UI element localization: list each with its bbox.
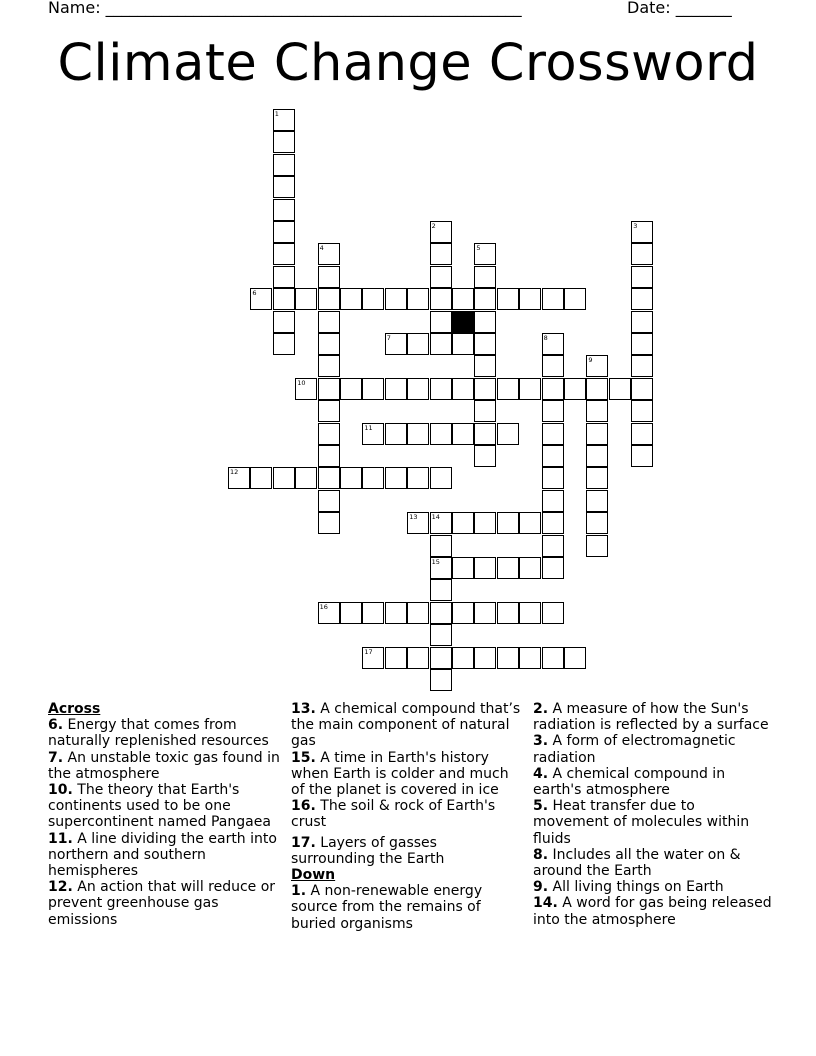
clue-number: 3.	[533, 733, 549, 750]
clue-number: 6.	[48, 717, 64, 734]
crossword-cell[interactable]	[631, 355, 653, 377]
across-heading: Across	[48, 701, 101, 717]
down-heading: Down	[291, 867, 336, 884]
clue-number: 14.	[533, 895, 558, 912]
clue-text: A form of electromagnetic radiation	[533, 733, 736, 766]
cell-number: 8	[543, 334, 548, 342]
crossword-cell[interactable]	[474, 355, 496, 377]
crossword-cell[interactable]	[542, 288, 564, 310]
crossword-cell[interactable]	[318, 423, 340, 445]
clues-column-3	[533, 701, 773, 928]
crossword-cell[interactable]	[407, 288, 429, 310]
crossword-cell[interactable]	[318, 445, 340, 467]
crossword-cell[interactable]	[542, 557, 564, 579]
crossword-cell[interactable]	[474, 311, 496, 333]
cell-number: 1	[274, 110, 279, 118]
clue-number: 17.	[291, 834, 316, 851]
cell-number: 17	[364, 647, 373, 656]
crossword-cell[interactable]	[497, 512, 519, 534]
crossword-cell[interactable]	[318, 400, 340, 422]
crossword-cell[interactable]	[273, 199, 295, 221]
crossword-cell[interactable]	[273, 109, 295, 131]
crossword-cell[interactable]	[474, 602, 496, 624]
clue-number: 13.	[291, 701, 316, 717]
cell-number: 15	[431, 558, 440, 566]
crossword-cell[interactable]	[362, 378, 384, 400]
clue-across-11	[48, 831, 282, 880]
crossword-cell[interactable]	[631, 423, 653, 445]
cell-number: 4	[319, 244, 324, 253]
crossword-cell[interactable]	[318, 355, 340, 377]
crossword-cell[interactable]	[609, 378, 631, 400]
crossword-cell[interactable]	[430, 467, 452, 489]
crossword-cell[interactable]	[564, 378, 586, 400]
crossword-cell[interactable]	[586, 467, 608, 489]
crossword-cell[interactable]	[474, 647, 496, 669]
cell-number: 14	[431, 513, 440, 522]
crossword-cell[interactable]	[340, 467, 362, 489]
crossword-cell[interactable]	[452, 378, 474, 400]
crossword-cell[interactable]	[295, 378, 317, 400]
crossword-cell[interactable]	[474, 243, 496, 265]
crossword-cell[interactable]	[362, 647, 384, 669]
crossword-cell[interactable]	[407, 378, 429, 400]
clue-text: An unstable toxic gas found in the atmosphere	[48, 749, 280, 782]
crossword-cell[interactable]	[474, 423, 496, 445]
crossword-cell[interactable]	[564, 647, 586, 669]
clue-across-16	[291, 798, 525, 830]
crossword-cell[interactable]	[474, 512, 496, 534]
crossword-cell[interactable]	[407, 512, 429, 534]
date-field-label: Date: _______	[627, 0, 732, 17]
clues-column-1	[48, 701, 282, 928]
clue-down-2	[533, 701, 773, 733]
crossword-cell[interactable]	[497, 557, 519, 579]
clue-down-3	[533, 733, 773, 765]
clue-text: A non-renewable energy source from the remains of buried organisms	[291, 883, 483, 932]
cell-number: 13	[409, 513, 418, 522]
clues-column-2	[291, 701, 525, 932]
clue-number: 10.	[48, 782, 73, 799]
crossword-cell[interactable]	[430, 647, 452, 669]
crossword-cell[interactable]	[430, 288, 452, 310]
clue-text: All living things on Earth	[552, 879, 724, 896]
crossword-cell[interactable]	[586, 423, 608, 445]
crossword-cell[interactable]	[497, 423, 519, 445]
clue-text: A word for gas being released into the atmosphere	[533, 895, 772, 928]
clue-down-14	[533, 895, 773, 927]
crossword-cell[interactable]	[452, 557, 474, 579]
cell-number: 9	[588, 356, 593, 365]
crossword-cell[interactable]	[564, 288, 586, 310]
crossword-cell[interactable]	[318, 378, 340, 400]
crossword-cell[interactable]	[407, 333, 429, 355]
cell-number: 12	[230, 468, 239, 477]
crossword-cell[interactable]	[586, 535, 608, 557]
name-field-label: Name: ____________________________________________________	[48, 0, 522, 17]
crossword-cell[interactable]	[474, 333, 496, 355]
clue-text: Energy that comes from naturally replenished resources	[48, 717, 269, 750]
crossword-cell[interactable]	[318, 311, 340, 333]
crossword-cell[interactable]	[497, 647, 519, 669]
clue-number: 7.	[48, 749, 64, 766]
clue-down-9	[533, 879, 773, 895]
crossword-cell[interactable]	[586, 400, 608, 422]
crossword-cell[interactable]	[430, 669, 452, 691]
cell-number: 7	[386, 334, 391, 342]
crossword-cell[interactable]	[542, 378, 564, 400]
clue-text: The soil & rock of Earth's crust	[291, 798, 496, 831]
crossword-cell[interactable]	[430, 557, 452, 579]
crossword-cell[interactable]	[385, 423, 407, 445]
crossword-cell[interactable]	[295, 467, 317, 489]
crossword-cell[interactable]	[430, 243, 452, 265]
crossword-cell[interactable]	[452, 288, 474, 310]
clue-text: A measure of how the Sun's radiation is reflected by a surface	[533, 701, 769, 734]
cell-number: 16	[319, 602, 328, 611]
crossword-cell[interactable]	[273, 221, 295, 243]
crossword-cell[interactable]	[250, 467, 272, 489]
crossword-cell[interactable]	[542, 602, 564, 624]
clue-number: 9.	[533, 879, 549, 896]
crossword-cell[interactable]	[452, 333, 474, 355]
clue-down-8	[533, 847, 773, 879]
clue-number: 1.	[291, 883, 307, 900]
crossword-cell[interactable]	[250, 288, 272, 310]
crossword-cell[interactable]	[430, 512, 452, 534]
crossword-cell[interactable]	[273, 311, 295, 333]
clue-text: Layers of gasses surrounding the Earth	[291, 834, 445, 867]
crossword-cell[interactable]	[474, 445, 496, 467]
crossword-cell[interactable]	[430, 579, 452, 601]
crossword-cell[interactable]	[631, 445, 653, 467]
clue-number: 8.	[533, 846, 549, 863]
crossword-cell[interactable]	[430, 535, 452, 557]
crossword-cell[interactable]	[407, 423, 429, 445]
crossword-cell[interactable]	[318, 266, 340, 288]
crossword-cell[interactable]	[318, 333, 340, 355]
crossword-cell[interactable]	[318, 467, 340, 489]
crossword-cell[interactable]	[631, 288, 653, 310]
crossword-cell[interactable]	[407, 647, 429, 669]
crossword-cell[interactable]	[474, 266, 496, 288]
clue-text: An action that will reduce or prevent greenhouse gas emissions	[48, 879, 276, 928]
crossword-cell[interactable]	[542, 647, 564, 669]
crossword-cell[interactable]	[273, 333, 295, 355]
crossword-cell[interactable]	[430, 602, 452, 624]
clue-number: 2.	[533, 701, 549, 717]
clue-text: A time in Earth's history when Earth is colder and much of the planet is covered in ice	[291, 749, 509, 799]
crossword-cell[interactable]	[586, 445, 608, 467]
crossword-cell[interactable]	[318, 288, 340, 310]
crossword-cell[interactable]	[452, 647, 474, 669]
crossword-cell[interactable]	[497, 288, 519, 310]
clue-across-7	[48, 750, 282, 782]
clue-number: 15.	[291, 749, 316, 766]
crossword-cell[interactable]	[631, 333, 653, 355]
clue-text: A line dividing the earth into northern and southern hemispheres	[48, 830, 277, 880]
clue-number: 4.	[533, 765, 549, 782]
crossword-cell[interactable]	[407, 467, 429, 489]
page-title: Climate Change Crossword	[57, 34, 759, 93]
crossword-cell[interactable]	[273, 288, 295, 310]
crossword-cell[interactable]	[430, 311, 452, 333]
crossword-cell[interactable]	[340, 602, 362, 624]
clue-number: 11.	[48, 830, 73, 847]
cell-number: 11	[364, 423, 373, 432]
crossword-cell[interactable]	[362, 602, 384, 624]
crossword-cell[interactable]	[273, 176, 295, 198]
crossword-cell[interactable]	[407, 602, 429, 624]
crossword-cell[interactable]	[586, 512, 608, 534]
crossword-cell[interactable]	[318, 602, 340, 624]
crossword-cell[interactable]	[542, 512, 564, 534]
crossword-cell[interactable]	[519, 647, 541, 669]
crossword-cell[interactable]	[452, 602, 474, 624]
crossword-cell[interactable]	[631, 221, 653, 243]
crossword-cell[interactable]	[273, 154, 295, 176]
crossword-cell[interactable]	[542, 355, 564, 377]
black-cell	[452, 311, 474, 333]
clue-down-4	[533, 766, 773, 798]
crossword-cell[interactable]	[273, 266, 295, 288]
crossword-cell[interactable]	[542, 535, 564, 557]
crossword-cell[interactable]	[385, 602, 407, 624]
crossword-cell[interactable]	[497, 378, 519, 400]
crossword-cell[interactable]	[385, 333, 407, 355]
crossword-cell[interactable]	[362, 467, 384, 489]
crossword-cell[interactable]	[430, 423, 452, 445]
clue-number: 16.	[291, 798, 316, 815]
clue-across-6	[48, 717, 282, 749]
crossword-cell[interactable]	[430, 624, 452, 646]
crossword-cell[interactable]	[519, 512, 541, 534]
crossword-cell[interactable]	[474, 288, 496, 310]
crossword-cell[interactable]	[474, 378, 496, 400]
crossword-cell[interactable]	[228, 467, 250, 489]
crossword-cell[interactable]	[273, 243, 295, 265]
crossword-cell[interactable]	[362, 288, 384, 310]
crossword-cell[interactable]	[519, 602, 541, 624]
crossword-cell[interactable]	[519, 378, 541, 400]
clue-across-12	[48, 879, 282, 928]
crossword-cell[interactable]	[340, 288, 362, 310]
crossword-cell[interactable]	[385, 288, 407, 310]
clue-across-17	[291, 835, 525, 867]
crossword-cell[interactable]	[430, 378, 452, 400]
clue-down-5	[533, 798, 773, 847]
clue-text: The theory that Earth's continents used to be one supercontinent named Pangaea	[48, 782, 271, 831]
crossword-cell[interactable]	[318, 490, 340, 512]
clue-number: 5.	[533, 798, 549, 815]
crossword-cell[interactable]	[542, 445, 564, 467]
crossword-cell[interactable]	[273, 131, 295, 153]
crossword-cell[interactable]	[295, 288, 317, 310]
crossword-cell[interactable]	[586, 490, 608, 512]
crossword-cell[interactable]	[519, 557, 541, 579]
crossword-cell[interactable]	[385, 467, 407, 489]
crossword-cell[interactable]	[318, 243, 340, 265]
crossword-cell[interactable]	[542, 490, 564, 512]
cell-number: 10	[297, 378, 306, 387]
crossword-cell[interactable]	[340, 378, 362, 400]
crossword-cell[interactable]	[542, 400, 564, 422]
clue-text: Includes all the water on & around the Earth	[533, 846, 741, 880]
crossword-cell[interactable]	[430, 221, 452, 243]
crossword-cell[interactable]	[631, 400, 653, 422]
crossword-cell[interactable]	[542, 333, 564, 355]
clue-across-13	[291, 701, 525, 750]
clue-text: A chemical compound that’s the main component of natural gas	[291, 701, 521, 750]
crossword-cell[interactable]	[474, 557, 496, 579]
cell-number: 5	[476, 244, 481, 253]
crossword-cell[interactable]	[586, 355, 608, 377]
crossword-cell[interactable]	[385, 378, 407, 400]
clue-text: A chemical compound in earth's atmosphere	[533, 765, 726, 799]
crossword-cell[interactable]	[430, 266, 452, 288]
crossword-cell[interactable]	[452, 423, 474, 445]
crossword-cell[interactable]	[318, 512, 340, 534]
clue-down-1	[291, 883, 525, 932]
crossword-cell[interactable]	[385, 647, 407, 669]
crossword-cell[interactable]	[273, 467, 295, 489]
crossword-cell[interactable]	[362, 423, 384, 445]
crossword-cell[interactable]	[631, 378, 653, 400]
crossword-cell[interactable]	[497, 602, 519, 624]
clue-across-15	[291, 750, 525, 799]
crossword-cell[interactable]	[474, 400, 496, 422]
crossword-cell[interactable]	[631, 311, 653, 333]
crossword-cell[interactable]	[519, 288, 541, 310]
cell-number: 3	[633, 222, 638, 230]
crossword-cell[interactable]	[430, 333, 452, 355]
cell-number: 6	[252, 289, 257, 298]
clue-text: Heat transfer due to movement of molecules within fluids	[533, 798, 750, 847]
crossword-cell[interactable]	[631, 243, 653, 265]
clue-number: 12.	[48, 879, 73, 896]
clue-across-10	[48, 782, 282, 831]
crossword-cell[interactable]	[542, 423, 564, 445]
crossword-cell[interactable]	[586, 378, 608, 400]
crossword-cell[interactable]	[542, 467, 564, 489]
crossword-cell[interactable]	[631, 266, 653, 288]
cell-number: 2	[431, 222, 436, 230]
crossword-cell[interactable]	[452, 512, 474, 534]
